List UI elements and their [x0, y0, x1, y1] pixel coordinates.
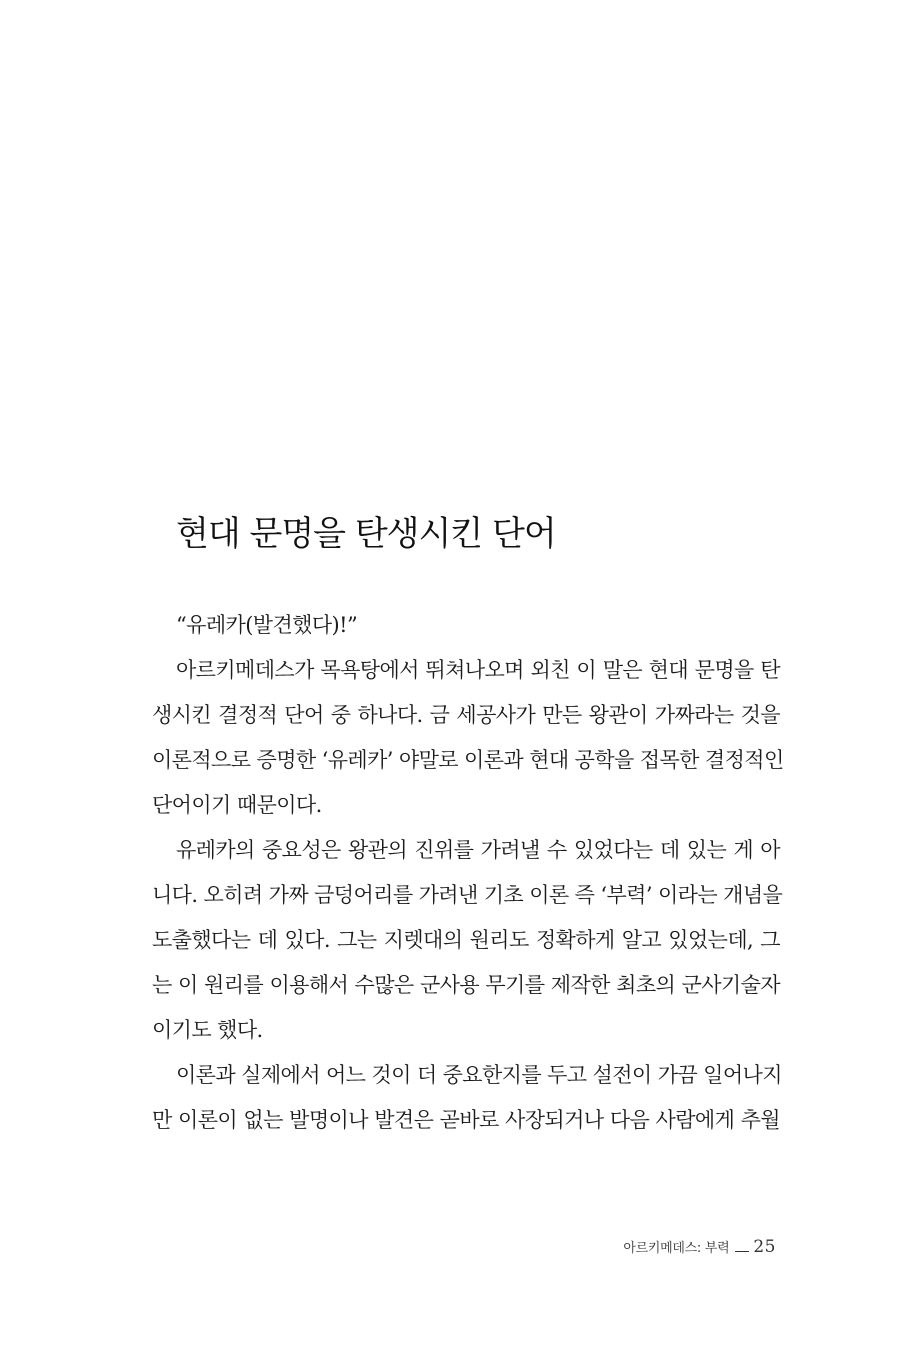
running-head: 아르키메데스: 부력 — [623, 1241, 730, 1256]
body-line-8: 도출했다는 데 있다. 그는 지렛대의 원리도 정확하게 알고 있었는데, 그 — [152, 928, 780, 952]
section-title: 현대 문명을 탄생시킨 단어 — [176, 514, 556, 554]
body-line-7: 니다. 오히려 가짜 금덩어리를 가려낸 기초 이론 즉 ‘부력’ 이라는 개념을 — [152, 883, 783, 907]
body-line-2: 아르키메데스가 목욕탕에서 뛰쳐나오며 외친 이 말은 현대 문명을 탄 — [176, 658, 780, 682]
body-line-1: “유레카(발견했다)!” — [176, 613, 358, 637]
body-line-4: 이론적으로 증명한 ‘유레카’ 야말로 이론과 현대 공학을 접목한 결정적인 — [152, 748, 784, 772]
body-line-10: 이기도 했다. — [152, 1018, 263, 1042]
body-line-9: 는 이 원리를 이용해서 수많은 군사용 무기를 제작한 최초의 군사기술자 — [152, 973, 780, 997]
footer-dash — [735, 1251, 749, 1252]
body-line-6: 유레카의 중요성은 왕관의 진위를 가려낼 수 있었다는 데 있는 게 아 — [176, 838, 780, 862]
page-number: 25 — [753, 1237, 776, 1257]
body-line-12: 만 이론이 없는 발명이나 발견은 곧바로 사장되거나 다음 사람에게 추월 — [152, 1108, 780, 1132]
body-line-5: 단어이기 때문이다. — [152, 793, 322, 817]
body-line-3: 생시킨 결정적 단어 중 하나다. 금 세공사가 만든 왕관이 가짜라는 것을 — [152, 703, 780, 727]
body-line-11: 이론과 실제에서 어느 것이 더 중요한지를 두고 설전이 가끔 일어나지 — [176, 1063, 782, 1087]
page-footer — [623, 1237, 776, 1257]
